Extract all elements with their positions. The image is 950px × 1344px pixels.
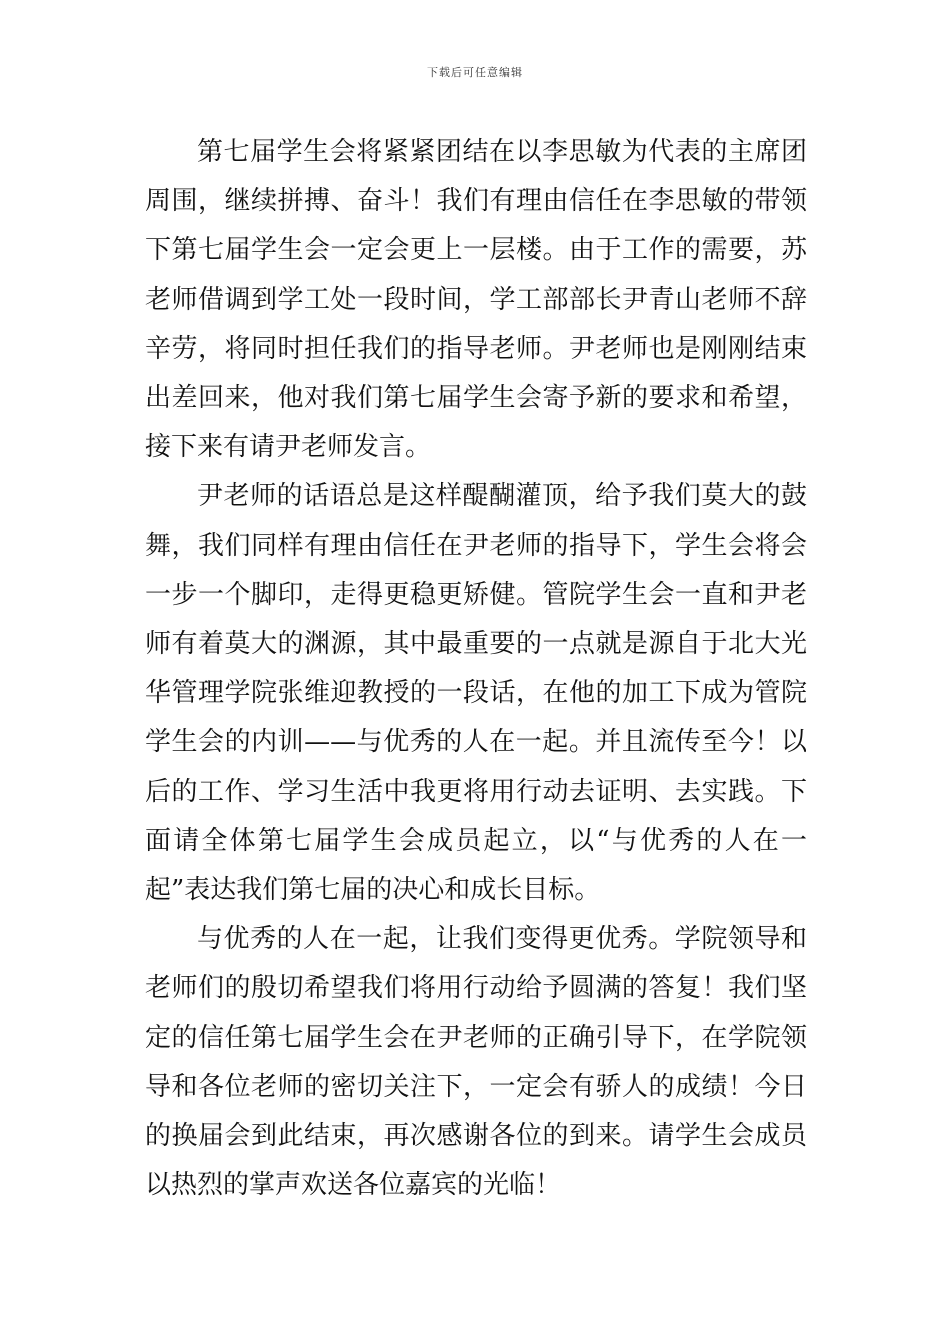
paragraph-3: 与优秀的人在一起，让我们变得更优秀。学院领导和老师们的殷切希望我们将用行动给予圆满的答复！我们坚定的信任第七届学生会在尹老师的正确引导下，在学院领导和各位老师的密切关注下，一定会有骄人的成绩！今日的换届会到此结束，再次感谢各位的到来。请学生会成员以热烈的掌声欢送各位嘉宾的光临！	[145, 924, 807, 1201]
header-note: 下载后可任意编辑	[427, 66, 523, 79]
document-body	[145, 128, 807, 1210]
paragraph-1: 第七届学生会将紧紧团结在以李思敏为代表的主席团周围，继续拼搏、奋斗！我们有理由信任在李思敏的带领下第七届学生会一定会更上一层楼。由于工作的需要，苏老师借调到学工处一段时间，学工部部长尹青山老师不辞辛劳，将同时担任我们的指导老师。尹老师也是刚刚结束出差回来，他对我们第七届学生会寄予新的要求和希望，接下来有请尹老师发言。	[145, 137, 807, 463]
paragraph-2: 尹老师的话语总是这样醍醐灌顶，给予我们莫大的鼓舞，我们同样有理由信任在尹老师的指导下，学生会将会一步一个脚印，走得更稳更矫健。管院学生会一直和尹老师有着莫大的渊源，其中最重要的一点就是源自于北大光华管理学院张维迎教授的一段话，在他的加工下成为管院学生会的内训——与优秀的人在一起。并且流传至今！以后的工作、学习生活中我更将用行动去证明、去实践。下面请全体第七届学生会成员起立，以“与优秀的人在一起”表达我们第七届的决心和成长目标。	[145, 481, 807, 906]
